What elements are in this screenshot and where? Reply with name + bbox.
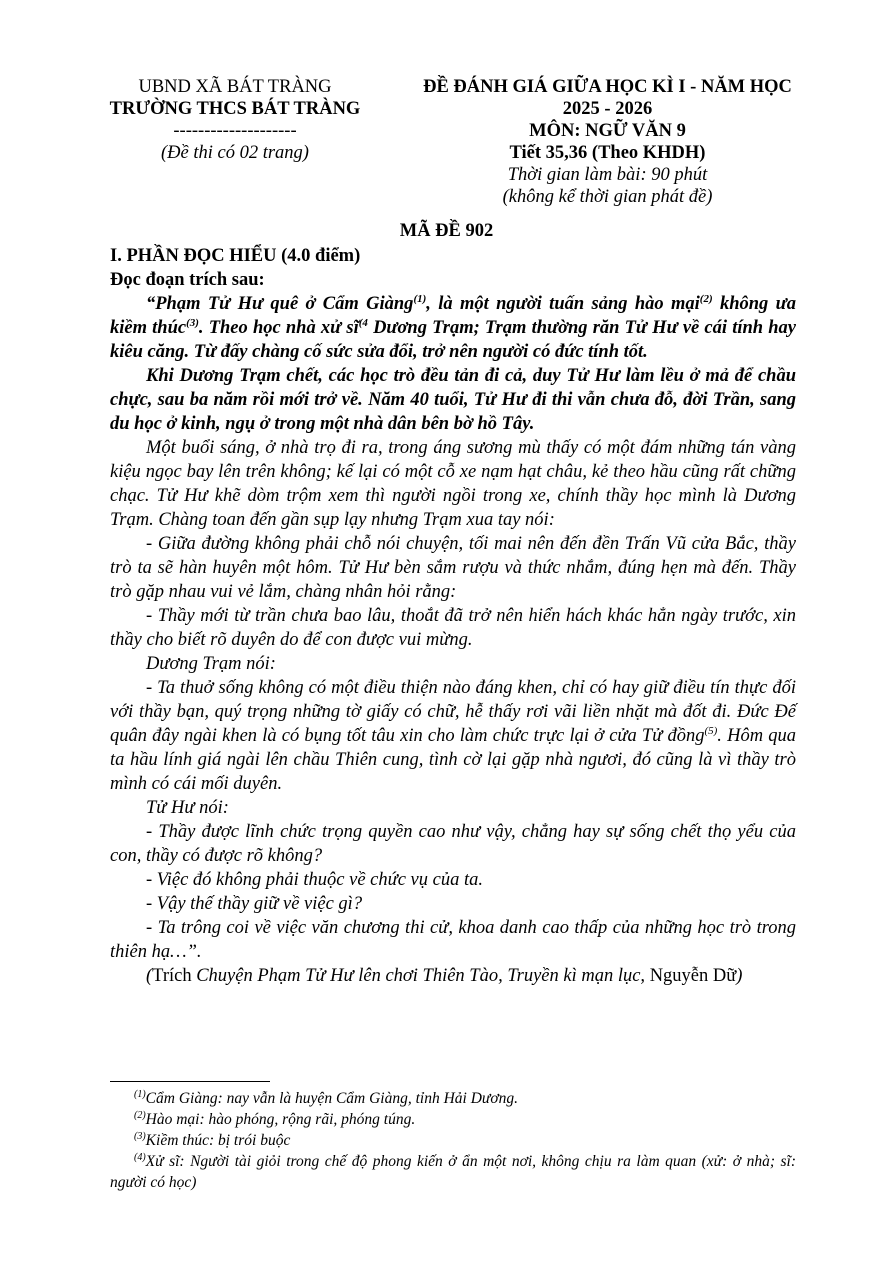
school-name: TRƯỜNG THCS BÁT TRÀNG [109,99,361,119]
passage-source: (Trích Chuyện Phạm Tử Hư lên chơi Thiên Tào, Truyền kì mạn lục, Nguyễn Dữ) [146,966,743,986]
header-right [400,76,815,208]
passage-paragraph-9: - Thầy được lĩnh chức trọng quyền cao như vậy, chẳng hay sự sống chết thọ yểu của con, thầy có được rõ không? [110,822,796,866]
time-note: (không kể thời gian phát đề) [502,187,713,207]
exam-body [110,244,796,988]
passage-paragraph-7: - Ta thuở sống không có một điều thiện nào đáng khen, chỉ có hay giữ điều tín thực đối với thầy bạn, quý trọng những tờ giấy có chữ, hễ thấy rơi vãi liền nhặt mà đốt đi. Đức Đế quân đây ngài khen là có bụng tốt tâu xin cho làm chức trực lại ở cửa Tử đồng$^{(5)}$. Hôm qua ta hầu lính giá ngài lên chầu Thiên cung, tình cờ lại gặp nhà ngươi, đó cũng là vì thầy trò mình có cái mối duyên. [110,678,796,794]
passage-paragraph-2: Khi Dương Trạm chết, các học trò đều tản đi cả, duy Tử Hư làm lều ở mả để chầu chực, sau ba năm rồi mới trở về. Năm 40 tuổi, Tử Hư đi thi vẫn chưa đỗ, đời Trần, sang du học ở kinh, ngụ ở trong một nhà dân bên bờ hồ Tây. [110,366,796,434]
passage-paragraph-1: “Phạm Tử Hư quê ở Cẩm Giàng$^{(1)}$, là một người tuấn sảng hào mại$^{(2)}$ không ưa kiềm thúc$^{(3)}$. Theo học nhà xử $sĩ^{(4}$ Dương Trạm; Trạm thường răn Tử Hư về cái tính hay kiêu căng. Từ đấy chàng cố sức sửa đổi, trở nên người có đức tính tốt. [110,292,796,362]
passage-paragraph-11: - Vậy thế thầy giữ về việc gì? [146,894,363,914]
passage-paragraph-8: Tử Hư nói: [146,798,229,818]
reading-instruction: Đọc đoạn trích sau: [110,270,265,290]
passage-paragraph-3: Một buổi sáng, ở nhà trọ đi ra, trong áng sương mù thấy có một đám những tán vàng kiệu ngọc bay lên trên không; kế lại có một cỗ xe nạm hạt châu, kẻ theo hầu cũng rất chững chạc. Tử Hư khẽ dòm trộm xem thì người ngồi trong xe, chính thầy học mình là Dương Trạm. Chàng toan đến gần sụp lạy nhưng Trạm xua tay nói: [110,438,796,530]
exam-title: ĐỀ ĐÁNH GIÁ GIỮA HỌC KÌ I - NĂM HỌC [423,77,792,97]
footnote-ref-1: (1) [413,292,427,305]
passage-paragraph-5: - Thầy mới từ trần chưa bao lâu, thoắt đã trở nên hiển hách khác hẳn ngày trước, xin thầy cho biết rõ duyên do để con được vui mừng. [110,606,796,650]
footnote-ref-4: (4 [358,316,368,329]
footnotes [110,1088,796,1193]
authority-name: UBND XÃ BÁT TRÀNG [138,77,332,97]
passage-paragraph-6: Dương Trạm nói: [146,654,276,674]
header-left [70,76,400,164]
footnote: $^{(2)}$Hào mại: hào phóng, rộng rãi, phóng túng. [134,1109,416,1128]
pages-note: (Đề thi có 02 trang) [161,143,309,163]
subject: MÔN: NGỮ VĂN 9 [529,121,686,141]
passage-paragraph-12: - Ta trông coi về việc văn chương thi cử, khoa danh cao thấp của những học trò trong thiên hạ…”. [110,918,796,962]
passage-paragraph-4: - Giữa đường không phải chỗ nói chuyện, tối mai nên đến đền Trấn Vũ cửa Bắc, thầy trò ta sẽ hàn huyên một hôm. Tử Hư bèn sắm rượu và thức nhắm, đúng hẹn mà đến. Thầy trò gặp nhau vui vẻ lắm, chàng nhân hỏi rằng: [110,534,796,602]
footnote-ref-5: (5) [704,724,718,737]
footnote: $^{(1)}$Cẩm Giàng: nay vẫn là huyện Cẩm Giàng, tỉnh Hải Dương. [134,1088,519,1107]
lesson-period: Tiết 35,36 (Theo KHDH) [509,143,706,163]
footnote: $^{(3)}$Kiềm thúc: bị trói buộc [134,1130,291,1149]
passage-paragraph-10: - Việc đó không phải thuộc về chức vụ của ta. [146,870,483,890]
footnote-ref-2: (2) [699,292,713,305]
exam-code: MÃ ĐỀ 902 [399,221,494,241]
header-divider: -------------------- [173,121,297,141]
footnote: $^{(4)}$Xử sĩ: Người tài giỏi trong chế độ phong kiến ở ẩn một nơi, không chịu ra làm quan (xử: ở nhà; sĩ: người có học) [110,1151,796,1191]
school-year: 2025 - 2026 [562,99,653,119]
time-limit: Thời gian làm bài: 90 phút [507,165,708,185]
section-heading: I. PHẦN ĐỌC HIỂU (4.0 điểm) [110,246,361,266]
footnote-separator [110,1081,270,1082]
footnote-ref-3: (3) [186,316,199,329]
